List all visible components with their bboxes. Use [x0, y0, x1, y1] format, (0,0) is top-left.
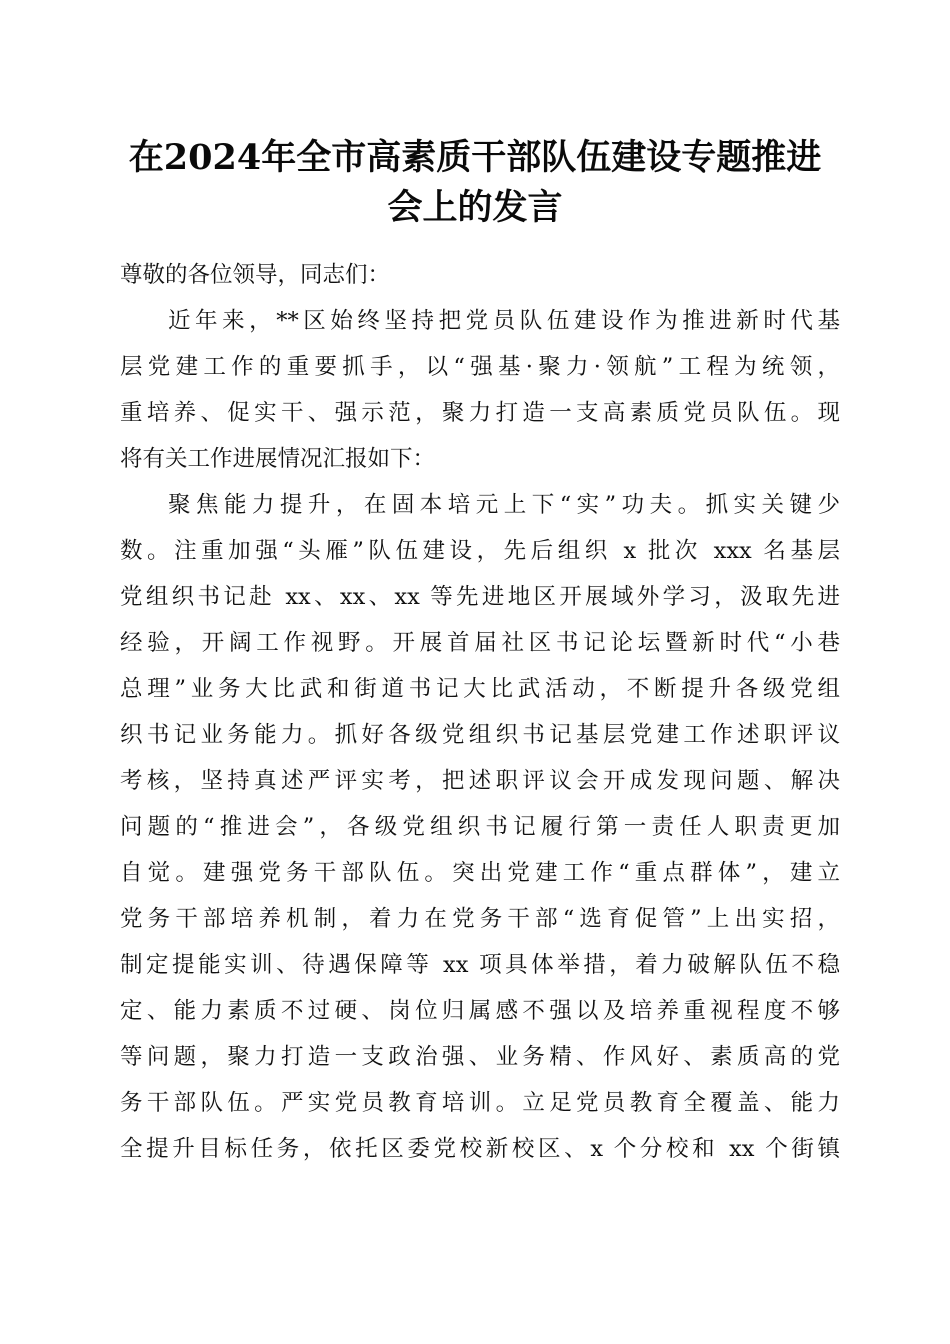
paragraph-1-line: 重培养、促实干、强示范，聚力打造一支高素质党员队伍。现 [120, 400, 840, 426]
paragraph-2-line: 务干部队伍。严实党员教育培训。立足党员教育全覆盖、能力 [120, 1090, 840, 1116]
paragraph-2-line: 党组织书记赴 xx、xx、xx 等先进地区开展域外学习，汲取先进 [120, 584, 840, 610]
paragraph-2-line: 制定提能实训、待遇保障等 xx 项具体举措，着力破解队伍不稳 [120, 952, 840, 978]
title-line-2: 会上的发言 [387, 187, 563, 228]
paragraph-2-line: 自觉。建强党务干部队伍。突出党建工作“重点群体”，建立 [120, 860, 840, 886]
paragraph-2-line: 定、能力素质不过硬、岗位归属感不强以及培养重视程度不够 [120, 998, 840, 1024]
salutation: 尊敬的各位领导，同志们： [120, 262, 391, 288]
paragraph-2-line: 经验，开阔工作视野。开展首届社区书记论坛暨新时代“小巷 [120, 630, 840, 656]
title-line-1: 在2024年全市高素质干部队伍建设专题推进 [128, 137, 822, 178]
paragraph-2-line: 总理”业务大比武和街道书记大比武活动，不断提升各级党组 [120, 676, 840, 702]
document-title [100, 133, 850, 233]
paragraph-1-line: 近年来，**区始终坚持把党员队伍建设作为推进新时代基 [168, 308, 840, 334]
paragraph-2-line: 织书记业务能力。抓好各级党组织书记基层党建工作述职评议 [120, 722, 840, 748]
paragraph-2-line: 数。注重加强“头雁”队伍建设，先后组织 x 批次 xxx 名基层 [120, 538, 840, 564]
paragraph-2-line: 聚焦能力提升，在固本培元上下“实”功夫。抓实关键少 [168, 492, 840, 518]
paragraph-1-line: 将有关工作进展情况汇报如下： [120, 446, 436, 472]
paragraph-2-line: 问题的“推进会”，各级党组织书记履行第一责任人职责更加 [120, 814, 840, 840]
paragraph-2-line: 全提升目标任务，依托区委党校新校区、x 个分校和 xx 个街镇 [120, 1136, 840, 1162]
paragraph-1-line: 层党建工作的重要抓手，以“强基·聚力·领航”工程为统领， [120, 354, 840, 380]
paragraph-2-line: 等问题，聚力打造一支政治强、业务精、作风好、素质高的党 [120, 1044, 840, 1070]
paragraph-2-line: 考核，坚持真述严评实考，把述职评议会开成发现问题、解决 [120, 768, 840, 794]
paragraph-2-line: 党务干部培养机制，着力在党务干部“选育促管”上出实招， [120, 906, 840, 932]
document-body [120, 252, 840, 1172]
